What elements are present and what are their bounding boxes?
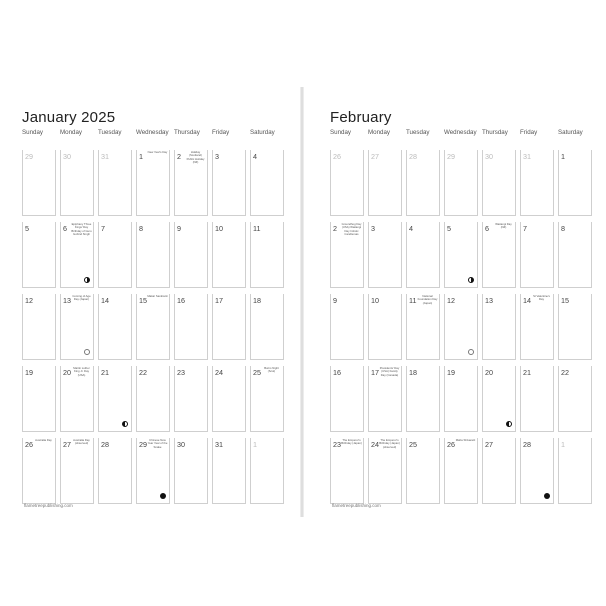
day-number: 15: [561, 296, 569, 305]
day-number: 21: [101, 368, 109, 377]
day-number: 24: [371, 440, 379, 449]
day-number: 19: [447, 368, 455, 377]
day-number: 18: [409, 368, 417, 377]
day-number: 29: [25, 152, 33, 161]
day-cell: [250, 366, 284, 432]
day-cell: [22, 438, 56, 504]
day-event: The Emperor's Birthday (Japan) (observed): [379, 438, 400, 449]
day-cell: [60, 366, 94, 432]
day-cell: [520, 438, 554, 504]
day-number: 16: [177, 296, 185, 305]
day-cell: [406, 438, 440, 504]
day-number: 24: [215, 368, 223, 377]
day-number: 28: [523, 440, 531, 449]
page-gutter: [300, 87, 304, 517]
day-number: 1: [561, 440, 565, 449]
day-event: New Year's Day: [147, 150, 168, 154]
day-cell: [330, 294, 364, 360]
day-cell: [250, 294, 284, 360]
first-moon-icon: [468, 277, 474, 283]
day-number: 2: [333, 224, 337, 233]
month-title: January 2025: [22, 109, 116, 126]
weekday-label: Saturday: [250, 129, 275, 136]
new-moon-icon: [160, 493, 166, 499]
day-cell: [22, 222, 56, 288]
weekday-label: Sunday: [22, 129, 43, 136]
day-cell: [136, 222, 170, 288]
day-cell: [558, 294, 592, 360]
weekday-header: [14, 129, 284, 139]
day-cell: [368, 438, 402, 504]
day-cell: [406, 150, 440, 216]
day-number: 4: [253, 152, 257, 161]
day-number: 30: [63, 152, 71, 161]
day-number: 6: [63, 224, 67, 233]
day-event: Holiday (Scotland) Public Holiday (NZ): [186, 150, 205, 165]
full-moon-icon: [468, 349, 474, 355]
day-number: 8: [561, 224, 565, 233]
day-number: 25: [253, 368, 261, 377]
day-number: 11: [253, 224, 261, 233]
day-number: 4: [409, 224, 413, 233]
day-cell: [212, 222, 246, 288]
new-moon-icon: [544, 493, 550, 499]
full-moon-icon: [84, 349, 90, 355]
day-number: 14: [101, 296, 109, 305]
day-cell: [330, 366, 364, 432]
day-number: 26: [333, 152, 341, 161]
calendar-spread: [6, 87, 600, 517]
day-number: 15: [139, 296, 147, 305]
day-event: St Valentine's Day: [533, 294, 550, 302]
day-event: Coming of Age Day (Japan): [72, 294, 91, 302]
day-number: 9: [177, 224, 181, 233]
page-january: [14, 87, 284, 517]
day-number: 26: [447, 440, 455, 449]
day-number: 22: [561, 368, 569, 377]
publisher-footer: flametreepublishing.com: [332, 503, 381, 508]
day-number: 3: [215, 152, 219, 161]
day-cell: [98, 150, 132, 216]
day-cell: [136, 438, 170, 504]
day-cell: [250, 222, 284, 288]
day-cell: [22, 294, 56, 360]
day-cell: [444, 222, 478, 288]
day-event: Burns Night (Scot): [264, 366, 279, 374]
day-number: 12: [25, 296, 33, 305]
month-grid: [22, 150, 288, 498]
day-number: 3: [371, 224, 375, 233]
day-cell: [482, 222, 516, 288]
last-moon-icon: [122, 421, 128, 427]
weekday-label: Tuesday: [406, 129, 430, 136]
day-event: Waitangi Day (NZ): [495, 222, 512, 230]
last-moon-icon: [506, 421, 512, 427]
day-cell: [174, 222, 208, 288]
weekday-label: Thursday: [482, 129, 508, 136]
weekday-label: Saturday: [558, 129, 583, 136]
month-grid: [330, 150, 596, 498]
day-number: 20: [485, 368, 493, 377]
day-cell: [98, 294, 132, 360]
day-cell: [250, 150, 284, 216]
day-cell: [368, 366, 402, 432]
day-cell: [444, 366, 478, 432]
day-event: Groundhog Day (USA) Waitangi Day Imbolc Candlemas: [341, 222, 362, 237]
publisher-footer: flametreepublishing.com: [24, 503, 73, 508]
weekday-label: Friday: [520, 129, 538, 136]
day-number: 25: [409, 440, 417, 449]
day-number: 31: [523, 152, 531, 161]
day-cell: [136, 150, 170, 216]
day-cell: [444, 294, 478, 360]
day-event: Maha Shivaratri: [455, 438, 476, 442]
day-number: 7: [523, 224, 527, 233]
day-number: 5: [447, 224, 451, 233]
day-number: 7: [101, 224, 105, 233]
weekday-label: Wednesday: [136, 129, 169, 136]
day-number: 29: [447, 152, 455, 161]
day-cell: [482, 366, 516, 432]
day-number: 8: [139, 224, 143, 233]
day-number: 1: [561, 152, 565, 161]
day-cell: [60, 294, 94, 360]
day-number: 31: [101, 152, 109, 161]
day-event: Australia Day: [35, 438, 52, 442]
day-cell: [136, 366, 170, 432]
day-number: 14: [523, 296, 531, 305]
day-cell: [330, 222, 364, 288]
day-number: 20: [63, 368, 71, 377]
day-number: 17: [215, 296, 223, 305]
day-event: Martin Luther King Jr. Day (USA): [73, 366, 90, 377]
month-title: February: [330, 109, 392, 126]
day-number: 23: [333, 440, 341, 449]
day-cell: [22, 366, 56, 432]
day-cell: [444, 150, 478, 216]
day-event: The Emperor's Birthday (Japan): [341, 438, 362, 446]
day-cell: [520, 222, 554, 288]
day-cell: [98, 366, 132, 432]
day-number: 27: [485, 440, 493, 449]
day-number: 2: [177, 152, 181, 161]
day-number: 21: [523, 368, 531, 377]
day-number: 22: [139, 368, 147, 377]
day-cell: [558, 366, 592, 432]
day-number: 31: [215, 440, 223, 449]
day-cell: [250, 438, 284, 504]
weekday-label: Monday: [60, 129, 83, 136]
day-number: 13: [485, 296, 493, 305]
day-event: National Foundation Day (Japan): [417, 294, 438, 305]
day-cell: [482, 150, 516, 216]
first-moon-icon: [84, 277, 90, 283]
day-cell: [22, 150, 56, 216]
day-cell: [368, 150, 402, 216]
day-cell: [174, 366, 208, 432]
day-cell: [520, 294, 554, 360]
day-cell: [212, 150, 246, 216]
weekday-label: Monday: [368, 129, 391, 136]
day-cell: [520, 366, 554, 432]
day-number: 6: [485, 224, 489, 233]
day-number: 19: [25, 368, 33, 377]
day-number: 5: [25, 224, 29, 233]
day-cell: [558, 150, 592, 216]
day-cell: [406, 222, 440, 288]
page-february: [322, 87, 592, 517]
day-number: 16: [333, 368, 341, 377]
day-cell: [330, 150, 364, 216]
day-number: 10: [371, 296, 379, 305]
day-number: 11: [409, 296, 417, 305]
day-number: 18: [253, 296, 261, 305]
day-cell: [330, 438, 364, 504]
day-event: Presidents' Day (USA) Family Day (Canada): [379, 366, 400, 377]
weekday-label: Thursday: [174, 129, 200, 136]
day-cell: [174, 294, 208, 360]
day-event: Epiphany Three Kings' Day Birthday of Guru Gobind Singh: [71, 222, 92, 237]
day-number: 1: [139, 152, 143, 161]
day-cell: [212, 366, 246, 432]
day-number: 17: [371, 368, 379, 377]
day-number: 27: [63, 440, 71, 449]
day-event: Australia Day (observed): [73, 438, 90, 446]
day-number: 30: [177, 440, 185, 449]
weekday-label: Friday: [212, 129, 230, 136]
day-cell: [368, 294, 402, 360]
day-cell: [174, 150, 208, 216]
day-event: Chinese New Year Year of the Snake: [147, 438, 168, 449]
day-number: 27: [371, 152, 379, 161]
day-cell: [406, 294, 440, 360]
day-number: 9: [333, 296, 337, 305]
day-number: 23: [177, 368, 185, 377]
day-number: 1: [253, 440, 257, 449]
day-cell: [406, 366, 440, 432]
day-cell: [174, 438, 208, 504]
weekday-label: Tuesday: [98, 129, 122, 136]
day-number: 30: [485, 152, 493, 161]
day-cell: [60, 438, 94, 504]
weekday-header: [322, 129, 592, 139]
day-number: 28: [101, 440, 109, 449]
day-cell: [98, 438, 132, 504]
day-number: 13: [63, 296, 71, 305]
day-cell: [136, 294, 170, 360]
day-number: 12: [447, 296, 455, 305]
day-number: 26: [25, 440, 33, 449]
day-cell: [212, 438, 246, 504]
day-cell: [558, 222, 592, 288]
day-cell: [482, 294, 516, 360]
day-number: 10: [215, 224, 223, 233]
weekday-label: Sunday: [330, 129, 351, 136]
day-cell: [60, 222, 94, 288]
day-cell: [212, 294, 246, 360]
day-cell: [482, 438, 516, 504]
day-number: 28: [409, 152, 417, 161]
day-cell: [368, 222, 402, 288]
day-cell: [558, 438, 592, 504]
day-cell: [60, 150, 94, 216]
day-cell: [444, 438, 478, 504]
day-number: 29: [139, 440, 147, 449]
weekday-label: Wednesday: [444, 129, 477, 136]
day-event: Makar Sankranti: [147, 294, 168, 298]
day-cell: [520, 150, 554, 216]
day-cell: [98, 222, 132, 288]
